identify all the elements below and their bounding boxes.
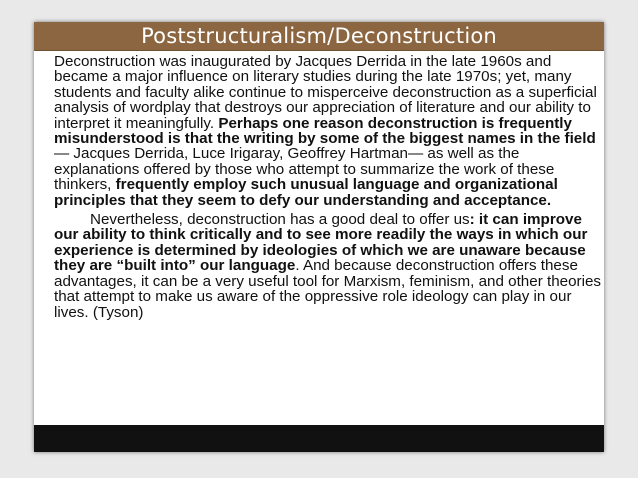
paragraph-1 (54, 54, 603, 208)
content-area (34, 51, 604, 425)
body-text (54, 54, 603, 320)
paragraph-1-segment: — Jacques Derrida, Luce Irigaray, Geoffrey Hartman— as well as the explanations offered by those who attempt to summarize the work of these thinkers, (54, 145, 555, 194)
paragraph-2 (54, 212, 603, 320)
paragraph-2-segment: . And because deconstruction offers these advantages, it can be a very useful tool for Marxism, feminism, and other theories that attempt to make us aware of the oppressive role ideology can play in our lives. (Tyson) (54, 257, 602, 321)
paragraph-2-bold-segment: : it can improve our ability to think critically and to see more readily the ways in which our experience is determined by ideologies of which we are unaware because they are “built into” our language (54, 211, 588, 275)
slide-title: Poststructuralism/Deconstruction (141, 24, 497, 48)
paragraph-2-segment: Nevertheless, deconstruction has a good deal to offer us (90, 211, 470, 229)
paragraph-1-segment: Deconstruction was inaugurated by Jacques Derrida in the late 1960s and became a major influence on literary studies during the late 1970s; yet, many students and faculty alike continue to misperceive deconstruction as a superficial analysis of wordplay that destroys our appreciation of literature and our ability to interpret it meaningfully. (54, 53, 597, 132)
title-bar (34, 22, 604, 51)
paragraph-1-bold-segment: Perhaps one reason deconstruction is frequently misunderstood is that the writing by some of the biggest names in the field (54, 114, 596, 148)
paragraph-1-bold-segment: frequently employ such unusual language and organizational principles that they seem to defy our understanding and acceptance. (54, 176, 558, 209)
